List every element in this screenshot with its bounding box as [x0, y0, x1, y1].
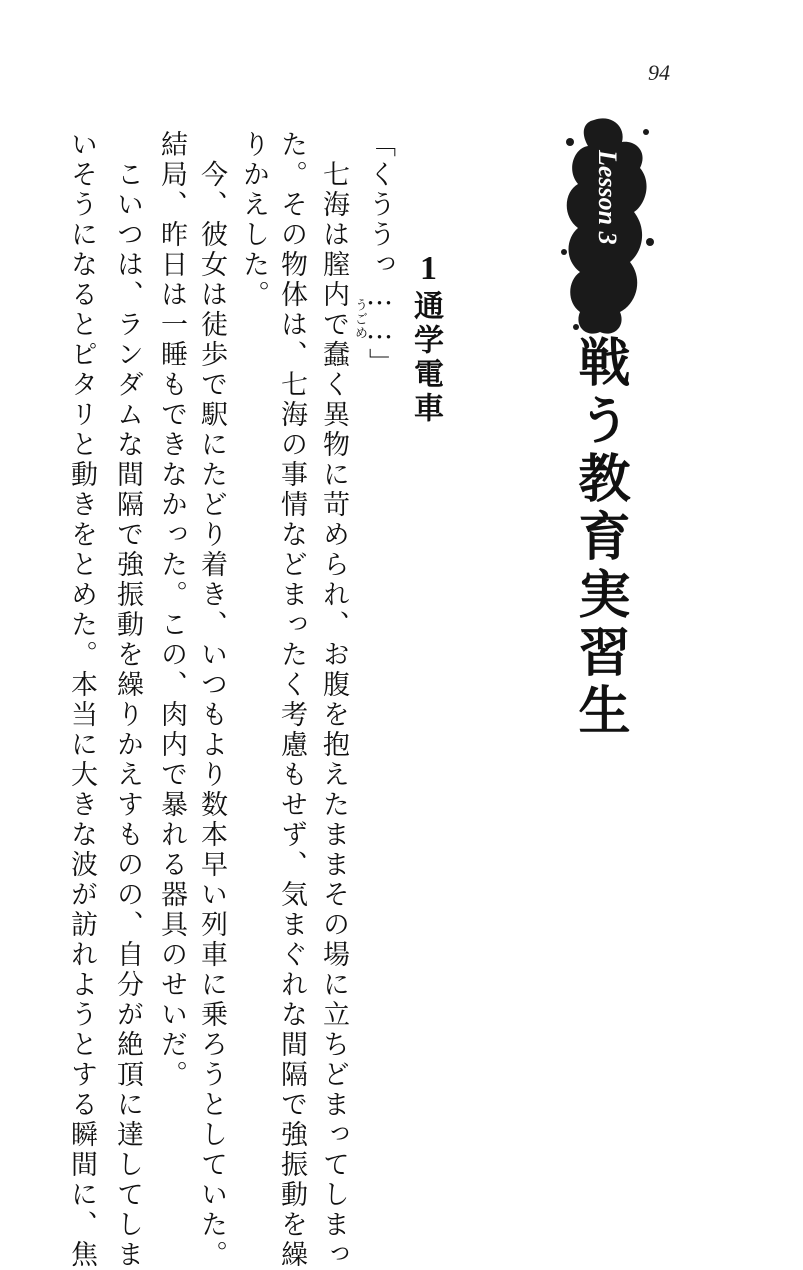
lesson-label: Lesson 3 [593, 150, 622, 245]
text-line-2: 七海は膣内で蠢く異物に苛められ、お腹を抱えたままその場に立ちどまってしまっ [318, 130, 349, 1270]
text-line-7: こいつは、ランダムな間隔で強振動を繰りかえすものの、自分が絶頂に達してしま [112, 130, 143, 1270]
text-line-5: 今、彼女は徒歩で駅にたどり着き、いつもより数本早い列車に乗ろうとしていた。 [196, 130, 227, 1270]
chapter-title: 戦う教育実習生 [569, 335, 630, 741]
section-number: 1 [420, 250, 437, 287]
text-line-3: た。その物体は、七海の事情などまったく考慮もせず、気まぐれな間隔で強振動を繰 [276, 130, 307, 1270]
text-line-1: 「くううっ……」 [364, 130, 395, 378]
text-line-6: 結局、昨日は一睡もできなかった。この、肉内で暴れる器具のせいだ。 [156, 130, 187, 1090]
page-number: 94 [648, 60, 670, 85]
text-line-4: りかえした。 [238, 130, 269, 310]
ruby-annotation: うごめ [352, 298, 367, 340]
section-title: 通学電車 [408, 290, 443, 426]
text-line-8: いそうになるとピタリと動きをとめた。本当に大きな波が訪れようとする瞬間に、焦 [66, 130, 97, 1270]
